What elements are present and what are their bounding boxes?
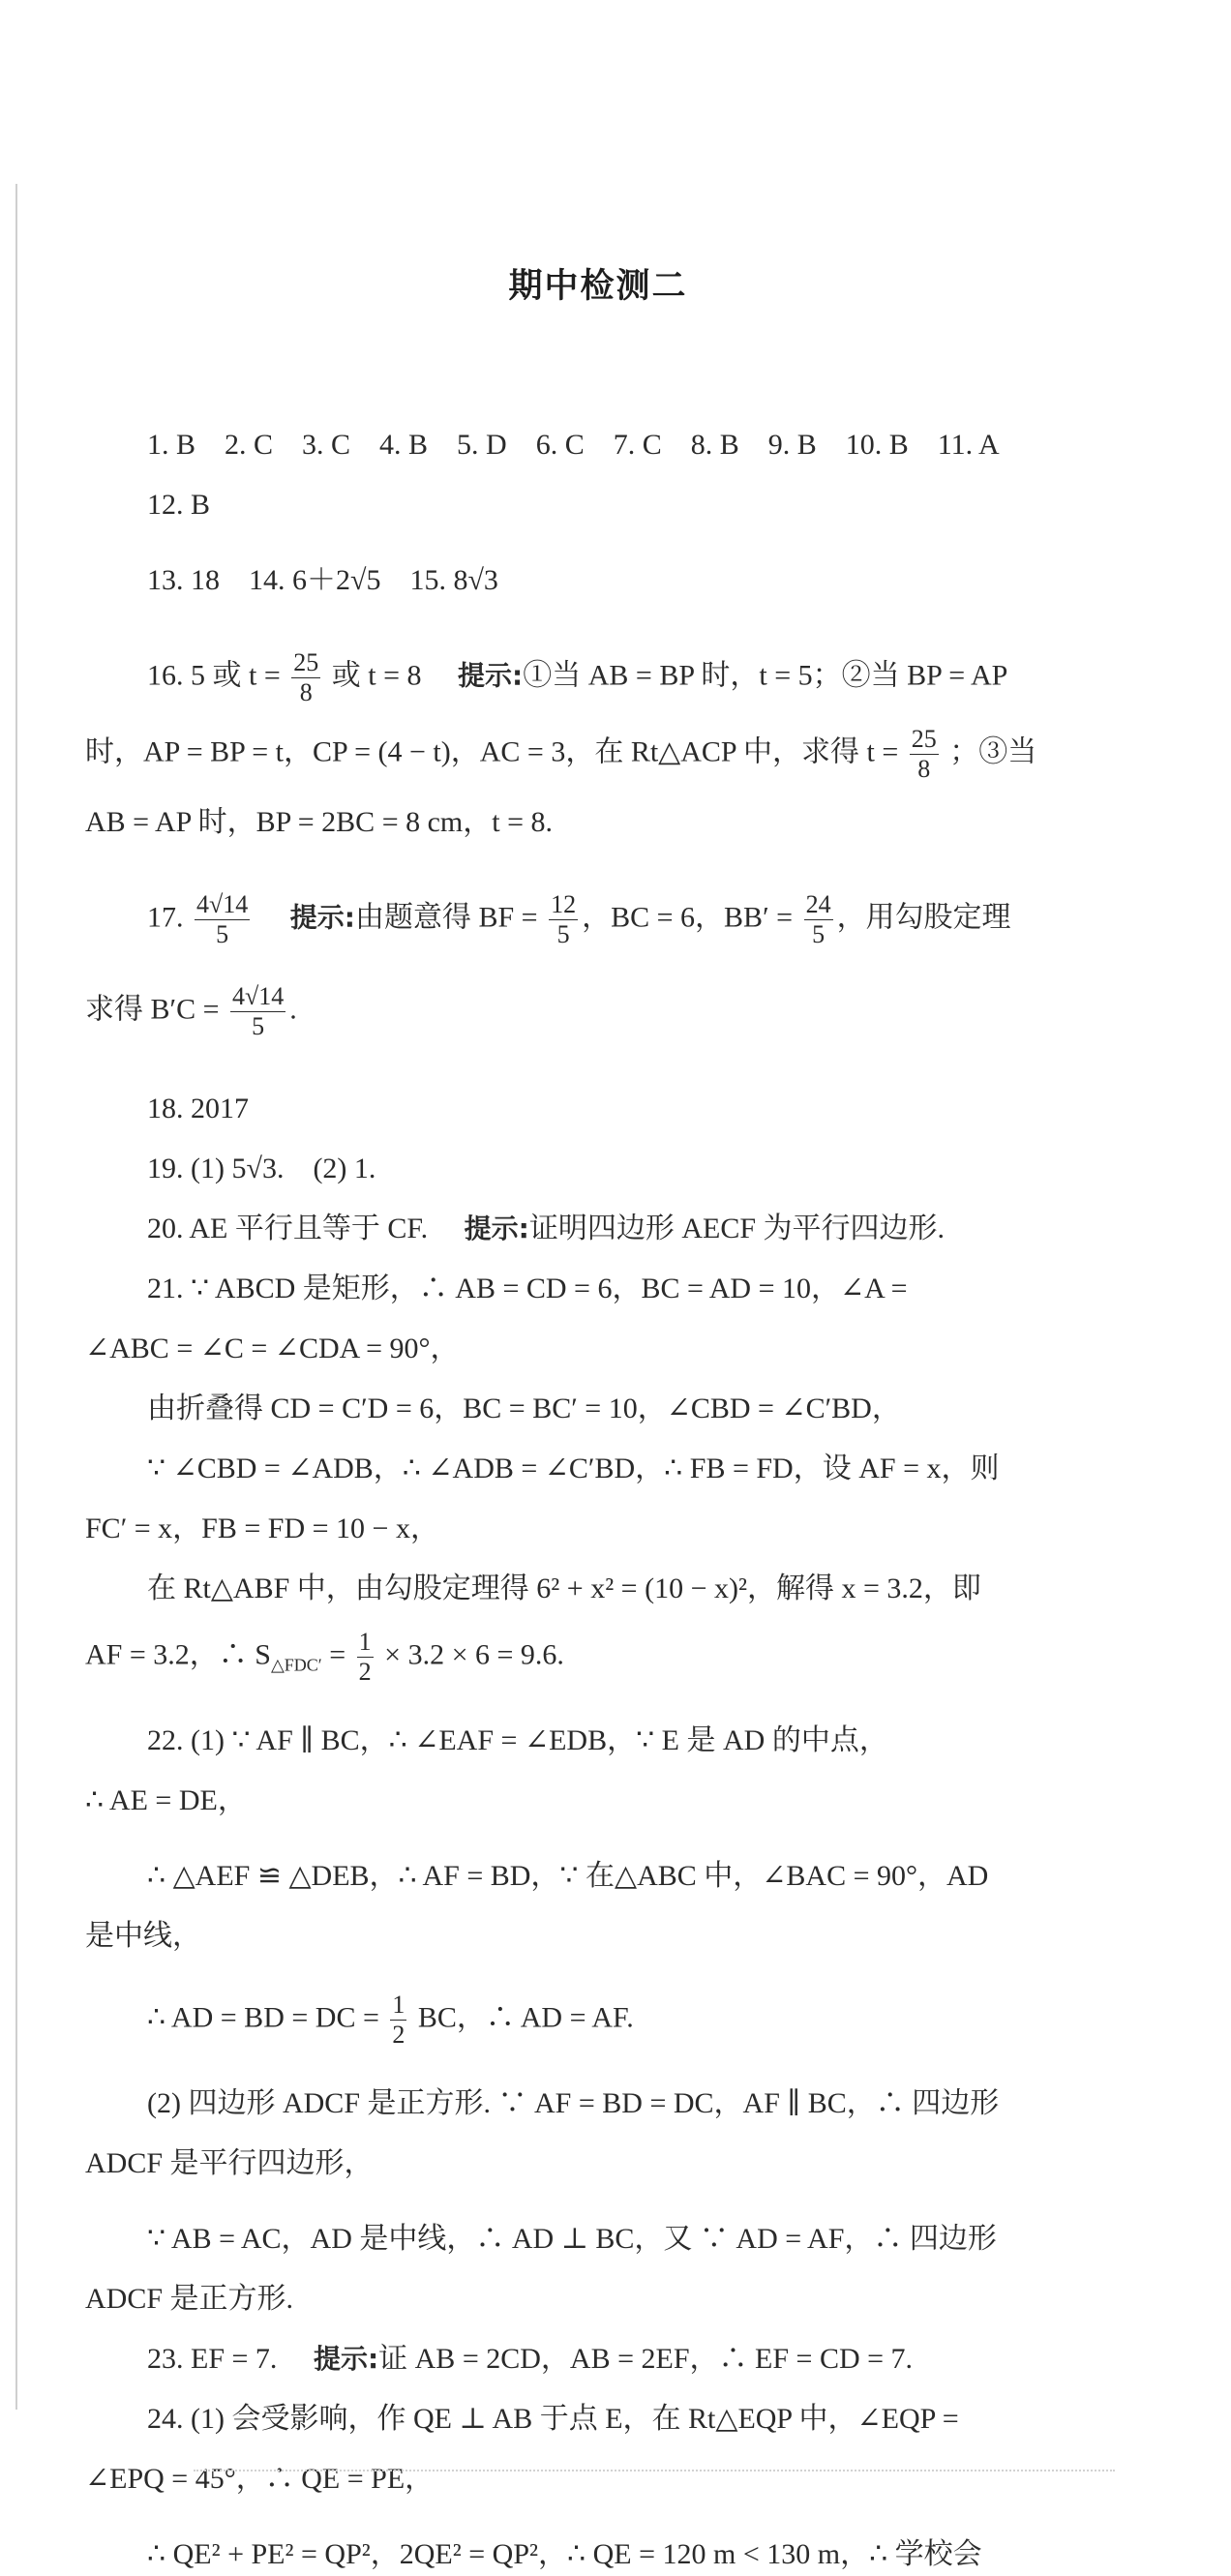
q17-fraction-4: $\frac{4√14}{5}$: [232, 982, 285, 1040]
q16-fraction-2: $\frac{25}{8}$: [911, 725, 937, 783]
q22-line-7: ADCF 是平行四边形，: [85, 2147, 374, 2179]
q20-line: [85, 1208, 1111, 1250]
q16-text-d: 时，AP = BP = t，CP = (4 − t)，AC = 3，在 Rt△ACP 中，求得 t =: [85, 735, 899, 768]
q21-last-a: AF = 3.2，∴ S: [85, 1638, 271, 1671]
q17-line-1: [85, 890, 1111, 949]
q22-line-3: ∴ △AEF ≌ △DEB，∴ AF = BD，∵ 在△ABC 中，∠BAC = 90°，AD: [147, 1860, 989, 1892]
q17-text-b: 由题意得 BF =: [354, 901, 538, 934]
q24-line-1: 24. (1) 会受影响，作 QE ⊥ AB 于点 E，在 Rt△EQP 中，∠EQP =: [147, 2403, 959, 2435]
q21-line-2: ∠ABC = ∠C = ∠CDA = 90°，: [85, 1333, 460, 1364]
q17-text-g: .: [289, 993, 297, 1026]
q23-text-a: 23. EF = 7.: [147, 2343, 278, 2375]
hint-label: 提示:: [289, 901, 355, 934]
q16-text-e: ；③当: [949, 735, 1037, 768]
q24-line-2: ∠EPQ = 45°，∴ QE = PE，: [85, 2463, 435, 2495]
q17-text-d: ，用勾股定理: [836, 901, 1011, 934]
q22-line-1: 22. (1) ∵ AF ∥ BC，∴ ∠EAF = ∠EDB，∵ E 是 AD 的中点，: [147, 1724, 888, 1756]
q16-line-1: [85, 648, 1111, 707]
q16-fraction-1: $\frac{25}{8}$: [293, 648, 319, 706]
hint-label: 提示:: [313, 2343, 379, 2375]
q23-line: [85, 2338, 1111, 2381]
answers-line-1: 1. B 2. C 3. C 4. B 5. D 6. C 7. C 8. B 9. B 10. B 11. A: [147, 429, 1000, 461]
q17-text-c: ，BC = 6，BB′ =: [582, 901, 794, 934]
q21-last-sub: △FDC′: [270, 1655, 322, 1675]
q22-line-4: 是中线，: [85, 1920, 201, 1952]
q17-fraction-3: $\frac{24}{5}$: [805, 890, 831, 948]
q20-text-b: 证明四边形 AECF 为平行四边形.: [528, 1213, 946, 1244]
q22-mid-a: ∴ AD = BD = DC =: [147, 2001, 379, 2034]
q21-fraction: $\frac{1}{2}$: [358, 1628, 372, 1686]
q16-text-c: ①当 AB = BP 时，t = 5；②当 BP = AP: [523, 659, 1008, 692]
page-title: 期中检测二: [508, 267, 688, 306]
q22-line-5: [85, 1991, 1111, 2050]
q21-last-b: =: [329, 1638, 346, 1671]
q21-line-5: FC′ = x，FB = FD = 10 − x，: [85, 1513, 439, 1544]
q22-line-9: ADCF 是正方形.: [85, 2283, 294, 2315]
q22-fraction: $\frac{1}{2}$: [392, 1991, 405, 2049]
q24-line-3: ∴ QE² + PE² = QP²，2QE² = QP²，∴ QE = 120 m < 130 m，∴ 学校会: [147, 2538, 982, 2570]
q21-line-3: 由折叠得 CD = C′D = 6，BC = BC′ = 10，∠CBD = ∠C′BD，: [147, 1393, 901, 1424]
q21-last-c: × 3.2 × 6 = 9.6.: [384, 1638, 564, 1671]
q20-text-a: 20. AE 平行且等于 CF.: [147, 1213, 429, 1244]
answer-page: [85, 259, 1111, 2576]
bottom-dotted-rule: [194, 2470, 1115, 2471]
q23-text-b: 证 AB = 2CD，AB = 2EF，∴ EF = CD = 7.: [378, 2343, 914, 2375]
q17-text-e: 求得 B′C =: [85, 993, 220, 1026]
q17-line-2: [85, 982, 1111, 1041]
q16-line-2: [85, 725, 1111, 784]
q19-line: 19. (1) 5√3. (2) 1.: [147, 1153, 376, 1184]
q21-line-4: ∵ ∠CBD = ∠ADB，∴ ∠ADB = ∠C′BD，∴ FB = FD，设 AF = x，则: [147, 1453, 1000, 1484]
answers-line-2: 12. B: [147, 489, 211, 521]
q17-text-a: 17.: [147, 901, 184, 934]
q21-line-1: 21. ∵ ABCD 是矩形，∴ AB = CD = 6，BC = AD = 10，∠A =: [147, 1273, 908, 1304]
q17-fraction-1: $\frac{4√14}{5}$: [196, 890, 249, 948]
q21-line-6: 在 Rt△ABF 中，由勾股定理得 6² + x² = (10 − x)²，解得 x = 3.2，即: [147, 1573, 981, 1604]
q16-line-3: AB = AP 时，BP = 2BC = 8 cm，t = 8.: [85, 806, 554, 838]
q22-mid-b: BC，∴ AD = AF.: [417, 2001, 634, 2034]
q16-text-a: 16. 5 或 t =: [147, 659, 281, 692]
q22-line-8: ∵ AB = AC，AD 是中线，∴ AD ⊥ BC，又 ∵ AD = AF，∴ 四边形: [147, 2223, 997, 2255]
q17-fraction-2: $\frac{12}{5}$: [551, 890, 577, 948]
q21-line-7: [85, 1628, 1111, 1687]
q22-line-2: ∴ AE = DE，: [85, 1784, 247, 1816]
hint-label: 提示:: [464, 1213, 529, 1244]
q18-line: 18. 2017: [147, 1093, 249, 1124]
page-margin-line: [15, 184, 17, 2410]
hint-label: 提示:: [458, 659, 524, 692]
answers-line-3: 13. 18 14. 6＋2√5 15. 8√3: [147, 564, 498, 596]
q22-line-6: (2) 四边形 ADCF 是正方形. ∵ AF = BD = DC，AF ∥ BC，∴ 四边形: [147, 2087, 1000, 2119]
q16-text-b: 或 t = 8: [331, 659, 422, 692]
